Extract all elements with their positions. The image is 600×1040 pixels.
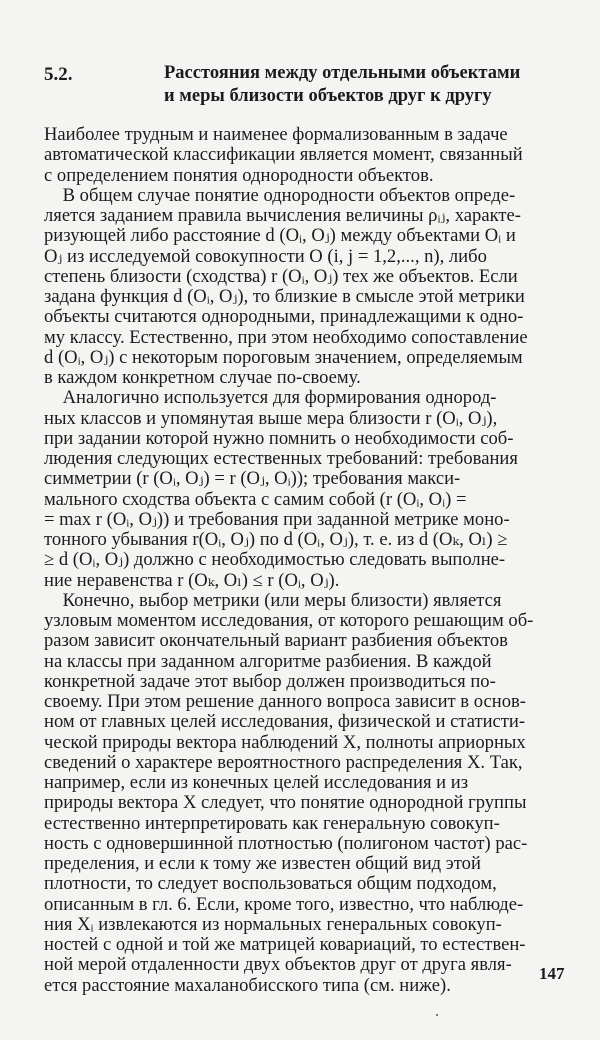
- text-line: ется расстояние махаланобисского типа (см. ниже).: [44, 974, 451, 996]
- text-line: Oⱼ из исследуемой совокупности O (i, j = 1,2,..., n), либо: [44, 245, 487, 267]
- text-line: объекты считаются однородными, принадлежащими к одно-: [44, 306, 524, 328]
- print-speck: [436, 1014, 438, 1016]
- body-text: [44, 125, 568, 996]
- text-line: d (Oᵢ, Oⱼ) с некоторым пороговым значением, определяемым: [44, 346, 523, 368]
- text-line: В общем случае понятие однородности объектов опреде-: [44, 184, 516, 206]
- text-line: ние неравенства r (Oₖ, Oₗ) ≤ r (Oᵢ, Oⱼ).: [44, 569, 340, 591]
- text-line: автоматической классификации является момент, связанный: [44, 144, 523, 166]
- text-line: разом зависит окончательный вариант разбиения объектов: [44, 630, 508, 652]
- text-line: Наиболее трудным и наименее формализованным в задаче: [44, 124, 508, 145]
- text-line: в каждом конкретном случае по-своему.: [44, 367, 361, 388]
- text-line: задана функция d (Oᵢ, Oⱼ), то близкие в смысле этой метрики: [44, 286, 525, 307]
- text-line: = max r (Oᵢ, Oⱼ)) и требования при заданной метрике моно-: [44, 508, 510, 530]
- text-line: ность с одновершинной плотностью (полигоном частот) рас-: [44, 832, 528, 854]
- text-line: плотности, то следует воспользоваться общим подходом,: [44, 873, 497, 895]
- text-line: людения следующих естественных требований: требования: [44, 448, 518, 469]
- text-line: ной мерой отдаленности двух объектов друг от друга явля-: [44, 954, 512, 976]
- text-line: узловым моментом исследования, от которого решающим об-: [44, 610, 534, 631]
- text-line: ных классов и упомянутая выше мера близости r (Oᵢ, Oⱼ),: [44, 407, 498, 429]
- page-number: 147: [539, 964, 565, 983]
- text-line: тонного убывания r(Oᵢ, Oⱼ) по d (Oᵢ, Oⱼ), т. е. из d (Oₖ, Oₗ) ≥: [44, 529, 508, 550]
- text-line: Аналогично используется для формирования однород-: [44, 387, 497, 409]
- text-line: ния Xᵢ извлекаются из нормальных генеральных совокуп-: [44, 913, 502, 935]
- text-line: сведений о характере вероятностного распределения X. Так,: [44, 751, 523, 773]
- text-line: ляется заданием правила вычисления величины ρᵢⱼ, характе-: [44, 205, 521, 226]
- text-line: ностей с одной и той же матрицей ковариаций, то естествен-: [44, 934, 526, 955]
- text-line: ≥ d (Oᵢ, Oⱼ) должно с необходимостью следовать выполне-: [44, 549, 506, 571]
- text-line: природы вектора X следует, что понятие однородной группы: [44, 792, 527, 814]
- text-line: пределения, и если к тому же известен общий вид этой: [44, 853, 481, 874]
- text-line: степень близости (сходства) r (Oᵢ, Oⱼ) тех же объектов. Если: [44, 265, 518, 287]
- text-line: ческой природы вектора наблюдений X, полноты априорных: [44, 731, 526, 753]
- text-line: ном от главных целей исследования, физической и статисти-: [44, 711, 526, 733]
- section-number: 5.2.: [44, 64, 73, 85]
- section-title-line-1: Расстояния между отдельными объектами: [164, 63, 521, 83]
- text-line: естественно интерпретировать как генеральную совокуп-: [44, 812, 500, 834]
- text-line: при задании которой нужно помнить о необходимости соб-: [44, 427, 514, 449]
- text-line: на классы при заданном алгоритме разбиения. В каждой: [44, 650, 492, 672]
- text-line: му классу. Естественно, при этом необходимо сопоставление: [44, 326, 528, 348]
- text-line: описанным в гл. 6. Если, кроме того, известно, что наблюде-: [44, 893, 524, 915]
- text-line: своему. При этом решение данного вопроса зависит в основ-: [44, 691, 526, 712]
- text-line: с определением понятия однородности объектов.: [44, 164, 434, 186]
- text-line: мального сходства объекта с самим собой (r (Oᵢ, Oᵢ) =: [44, 488, 467, 510]
- text-line: Конечно, выбор метрики (или меры близости) является: [44, 589, 502, 611]
- section-title-line-2: и меры близости объектов друг к другу: [164, 86, 492, 106]
- text-line: симметрии (r (Oᵢ, Oⱼ) = r (Oⱼ, Oᵢ)); требования макси-: [44, 468, 461, 490]
- section-title: [164, 62, 564, 108]
- text-line: например, если из конечных целей исследования и из: [44, 772, 469, 793]
- text-line: ризующей либо расстояние d (Oᵢ, Oⱼ) между объектами Oᵢ и: [44, 225, 516, 247]
- text-line: конкретной задаче этот выбор должен производиться по-: [44, 670, 496, 692]
